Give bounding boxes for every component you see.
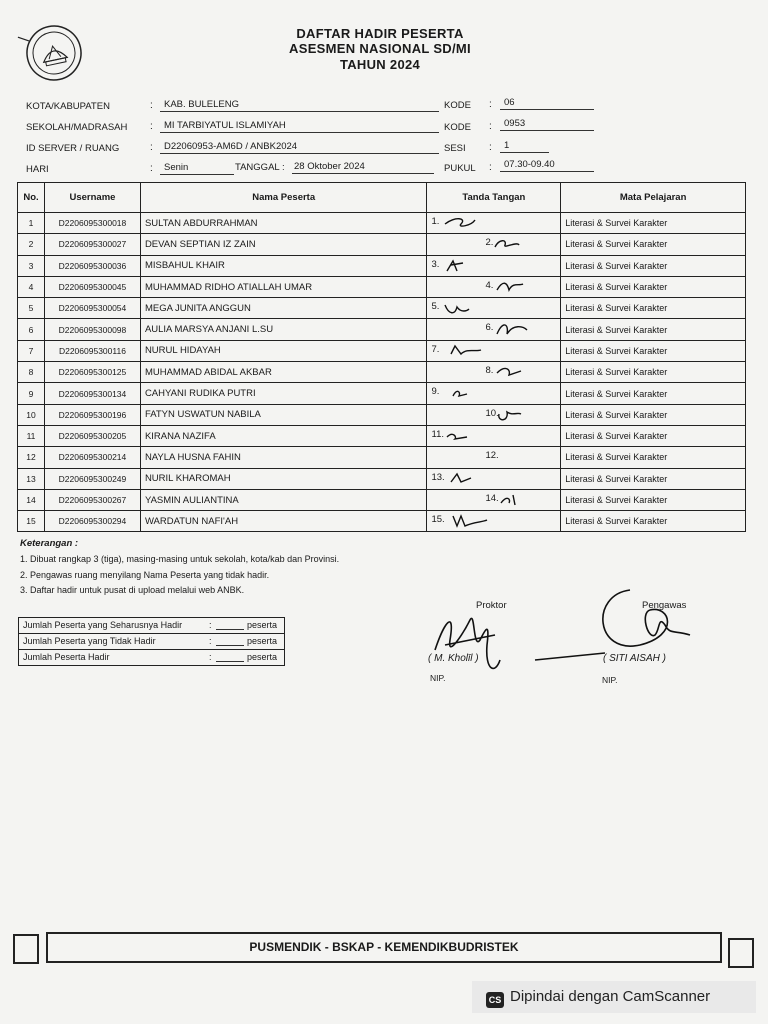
table-row: [18, 511, 746, 532]
kode1-label: KODE: [444, 100, 471, 111]
pengawas-nip: NIP.: [602, 675, 618, 685]
handwritten-signature: [427, 384, 547, 402]
signature-number: 4.: [485, 279, 494, 291]
row-username: D2206095300098: [44, 319, 140, 340]
row-username: D2206095300125: [44, 362, 140, 383]
signature-number: 6.: [485, 322, 494, 334]
colon: :: [489, 121, 492, 132]
pukul-label: PUKUL: [444, 163, 476, 174]
row-username: D2206095300196: [44, 404, 140, 425]
row-username: D2206095300027: [44, 234, 140, 255]
table-row: [18, 447, 746, 468]
sesi-value: 1: [500, 140, 549, 153]
handwritten-signature: [427, 512, 547, 530]
document-title-line1: DAFTAR HADIR PESERTA: [296, 26, 464, 41]
row-name: KIRANA NAZIFA: [140, 425, 427, 446]
note-item: 2. Pengawas ruang menyilang Nama Peserta yang tidak hadir.: [20, 570, 270, 580]
signature-number: 2.: [485, 237, 494, 249]
row-username: D2206095300205: [44, 425, 140, 446]
summary-blank: [216, 645, 244, 646]
signature-number: 7.: [431, 343, 440, 355]
row-signature: [427, 276, 561, 297]
signature-number: 15.: [431, 514, 445, 526]
row-username: D2206095300267: [44, 489, 140, 510]
signature-number: 3.: [431, 258, 440, 270]
signature-number: 5.: [431, 301, 440, 313]
handwritten-signature: [427, 257, 547, 275]
row-name: MISBAHUL KHAIR: [140, 255, 427, 276]
summary-row: [19, 634, 284, 650]
camscanner-icon: CS: [486, 992, 504, 1008]
signature-number: 8.: [485, 365, 494, 377]
signature-number: 1.: [431, 216, 440, 227]
colon: :: [489, 142, 492, 153]
row-signature: [427, 298, 561, 319]
proktor-nip: NIP.: [430, 673, 446, 683]
row-signature: [427, 213, 561, 234]
camscanner-watermark: [472, 981, 756, 1013]
proktor-signature: [425, 600, 525, 680]
kode1-value: 06: [500, 97, 594, 110]
row-no: 12: [18, 447, 45, 468]
row-signature: [427, 489, 561, 510]
row-username: D2206095300018: [44, 213, 140, 234]
handwritten-signature: [427, 406, 547, 424]
kode2-label: KODE: [444, 122, 471, 133]
row-username: D2206095300036: [44, 255, 140, 276]
row-no: 10: [18, 404, 45, 425]
note-item: 3. Daftar hadir untuk pusat di upload melalui web ANBK.: [20, 585, 245, 595]
summary-box: [18, 617, 285, 666]
header-name: Nama Peserta: [140, 183, 427, 213]
row-subject: Literasi & Survei Karakter: [561, 255, 746, 276]
signature-number: 9.: [431, 386, 440, 398]
proktor-name: ( M. Kholīl ): [428, 653, 479, 664]
row-subject: Literasi & Survei Karakter: [561, 298, 746, 319]
header-signature: Tanda Tangan: [427, 183, 561, 213]
header-username: Username: [44, 183, 140, 213]
row-subject: Literasi & Survei Karakter: [561, 383, 746, 404]
proktor-label: Proktor: [476, 600, 507, 611]
note-item: 1. Dibuat rangkap 3 (tiga), masing-masing untuk sekolah, kota/kab dan Provinsi.: [20, 554, 340, 564]
row-no: 8: [18, 362, 45, 383]
handwritten-signature: [427, 342, 547, 360]
row-username: D2206095300249: [44, 468, 140, 489]
summary-unit: peserta: [247, 652, 278, 662]
table-row: [18, 425, 746, 446]
summary-colon: :: [209, 620, 212, 630]
attendance-table: [17, 182, 746, 532]
row-subject: Literasi & Survei Karakter: [561, 447, 746, 468]
colon: :: [150, 100, 153, 111]
row-username: D2206095300294: [44, 511, 140, 532]
table-row: [18, 213, 746, 234]
hari-label: HARI: [26, 164, 49, 175]
row-signature: [427, 340, 561, 361]
summary-label: Jumlah Peserta yang Tidak Hadir: [23, 636, 156, 646]
table-row: [18, 340, 746, 361]
handwritten-signature: [427, 320, 547, 338]
server-value: D22060953-AM6D / ANBK2024: [160, 141, 439, 154]
signature-number: 10.: [485, 407, 499, 419]
tanggal-value: 28 Oktober 2024: [292, 161, 434, 174]
row-username: D2206095300116: [44, 340, 140, 361]
hari-value: Senin: [160, 162, 234, 175]
row-no: 7: [18, 340, 45, 361]
row-name: AULIA MARSYA ANJANI L.SU: [140, 319, 427, 340]
handwritten-signature: [427, 427, 547, 445]
table-row: [18, 255, 746, 276]
summary-label: Jumlah Peserta Hadir: [23, 652, 110, 662]
row-signature: [427, 255, 561, 276]
row-no: 9: [18, 383, 45, 404]
signature-number: 13.: [431, 471, 445, 483]
row-no: 14: [18, 489, 45, 510]
handwritten-signature: [427, 491, 547, 509]
pukul-value: 07.30-09.40: [500, 159, 594, 172]
row-subject: Literasi & Survei Karakter: [561, 276, 746, 297]
row-signature: [427, 447, 561, 468]
table-header-row: [18, 183, 746, 213]
row-subject: Literasi & Survei Karakter: [561, 489, 746, 510]
handwritten-signature: [427, 299, 547, 317]
row-no: 5: [18, 298, 45, 319]
table-row: [18, 383, 746, 404]
sekolah-label: SEKOLAH/MADRASAH: [26, 122, 128, 133]
row-name: SULTAN ABDURRAHMAN: [140, 213, 427, 234]
row-name: NURUL HIDAYAH: [140, 340, 427, 361]
summary-label: Jumlah Peserta yang Seharusnya Hadir: [23, 620, 183, 630]
row-signature: [427, 468, 561, 489]
summary-blank: [216, 629, 244, 630]
row-subject: Literasi & Survei Karakter: [561, 319, 746, 340]
colon: :: [150, 163, 153, 174]
camscanner-text: Dipindai dengan CamScanner: [510, 988, 711, 1005]
table-row: [18, 276, 746, 297]
colon: :: [150, 142, 153, 153]
row-subject: Literasi & Survei Karakter: [561, 234, 746, 255]
row-name: FATYN USWATUN NABILA: [140, 404, 427, 425]
summary-row: [19, 650, 284, 665]
row-subject: Literasi & Survei Karakter: [561, 362, 746, 383]
pengawas-name: ( SITI AISAH ): [603, 653, 666, 664]
row-subject: Literasi & Survei Karakter: [561, 425, 746, 446]
row-username: D2206095300214: [44, 447, 140, 468]
row-name: NURIL KHAROMAH: [140, 468, 427, 489]
table-row: [18, 298, 746, 319]
tut-wuri-handayani-logo: [14, 20, 94, 86]
signature-number: 12.: [485, 450, 499, 462]
row-name: MEGA JUNITA ANGGUN: [140, 298, 427, 319]
table-row: [18, 319, 746, 340]
footer-right-box: [728, 938, 754, 968]
colon: :: [150, 121, 153, 132]
handwritten-signature: [427, 278, 547, 296]
sekolah-value: MI TARBIYATUL ISLAMIYAH: [160, 120, 439, 133]
row-name: YASMIN AULIANTINA: [140, 489, 427, 510]
row-no: 3: [18, 255, 45, 276]
table-row: [18, 468, 746, 489]
header-no: No.: [18, 183, 45, 213]
row-signature: [427, 234, 561, 255]
footer-banner: PUSMENDIK - BSKAP - KEMENDIKBUDRISTEK: [46, 932, 722, 963]
row-subject: Literasi & Survei Karakter: [561, 213, 746, 234]
table-row: [18, 489, 746, 510]
signature-number: 11.: [431, 428, 444, 440]
row-name: CAHYANI RUDIKA PUTRI: [140, 383, 427, 404]
row-subject: Literasi & Survei Karakter: [561, 511, 746, 532]
colon: :: [489, 99, 492, 110]
row-signature: [427, 511, 561, 532]
summary-row: [19, 618, 284, 634]
tanggal-label: TANGGAL :: [235, 162, 285, 173]
row-signature: [427, 362, 561, 383]
row-username: D2206095300045: [44, 276, 140, 297]
row-no: 6: [18, 319, 45, 340]
row-signature: [427, 425, 561, 446]
row-subject: Literasi & Survei Karakter: [561, 340, 746, 361]
document-title-line2: ASESMEN NASIONAL SD/MI: [289, 41, 471, 56]
row-username: D2206095300054: [44, 298, 140, 319]
row-no: 11: [18, 425, 45, 446]
kota-value: KAB. BULELENG: [160, 99, 439, 112]
row-name: WARDATUN NAFI'AH: [140, 511, 427, 532]
colon: :: [489, 162, 492, 173]
summary-blank: [216, 661, 244, 662]
row-subject: Literasi & Survei Karakter: [561, 404, 746, 425]
row-no: 4: [18, 276, 45, 297]
row-no: 15: [18, 511, 45, 532]
handwritten-signature: [427, 235, 547, 253]
handwritten-signature: [427, 214, 547, 232]
table-row: [18, 362, 746, 383]
handwritten-signature: [427, 470, 547, 488]
summary-unit: peserta: [247, 636, 278, 646]
row-signature: [427, 383, 561, 404]
row-signature: [427, 319, 561, 340]
row-name: MUHAMMAD ABIDAL AKBAR: [140, 362, 427, 383]
handwritten-signature: [427, 363, 547, 381]
row-signature: [427, 404, 561, 425]
footer-left-box: [13, 934, 39, 964]
table-row: [18, 234, 746, 255]
kode2-value: 0953: [500, 118, 594, 131]
header-subject: Mata Pelajaran: [561, 183, 746, 213]
summary-colon: :: [209, 652, 212, 662]
row-name: MUHAMMAD RIDHO ATIALLAH UMAR: [140, 276, 427, 297]
row-name: NAYLA HUSNA FAHIN: [140, 447, 427, 468]
kota-label: KOTA/KABUPATEN: [26, 101, 110, 112]
row-no: 2: [18, 234, 45, 255]
server-label: ID SERVER / RUANG: [26, 143, 120, 154]
document-title-line3: TAHUN 2024: [339, 57, 421, 72]
pengawas-label: Pengawas: [642, 600, 687, 611]
table-row: [18, 404, 746, 425]
row-name: DEVAN SEPTIAN IZ ZAIN: [140, 234, 427, 255]
row-subject: Literasi & Survei Karakter: [561, 468, 746, 489]
summary-colon: :: [209, 636, 212, 646]
notes-heading: Keterangan :: [20, 538, 79, 549]
summary-unit: peserta: [247, 620, 278, 630]
row-username: D2206095300134: [44, 383, 140, 404]
sesi-label: SESI: [444, 143, 466, 154]
row-no: 13: [18, 468, 45, 489]
row-no: 1: [18, 213, 45, 234]
signature-number: 14.: [485, 492, 499, 504]
